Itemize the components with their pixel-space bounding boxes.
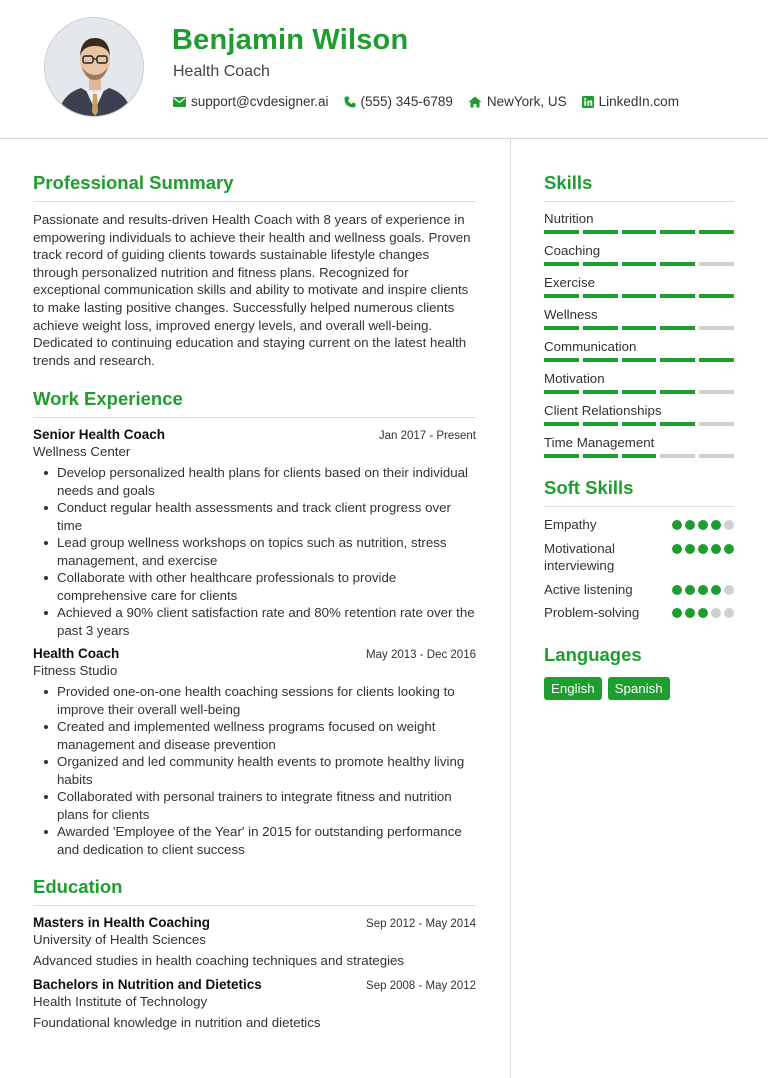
degree-title: Bachelors in Nutrition and Dietetics [33,977,262,993]
contact-bar [173,94,694,109]
linkedin-icon [582,96,594,108]
skill-level-segment [583,422,618,426]
email-icon [173,97,186,107]
resume-header [0,0,768,139]
skill-level-bar [544,262,734,266]
skill-level-segment [660,390,695,394]
education-description: Foundational knowledge in nutrition and dietetics [33,1015,321,1031]
skill-level-segment [544,358,579,362]
contact-linkedin[interactable] [582,94,679,109]
skill-level-segment [660,358,695,362]
skill-level-bar [544,422,734,426]
rating-dot [685,608,695,618]
sidebar-column [544,172,734,700]
soft-skill-rating [672,608,734,618]
skill-name: Client Relationships [544,403,662,418]
skill-level-segment [660,326,695,330]
skill-level-segment [622,230,657,234]
skill-level-segment [583,358,618,362]
rating-dot [685,520,695,530]
job-date: Jan 2017 - Present [378,430,476,443]
skill-level-bar [544,294,734,298]
skill-level-bar [544,230,734,234]
rating-dot [698,544,708,554]
skill-level-segment [544,262,579,266]
job-company: Wellness Center [33,444,131,460]
skill-level-segment [622,262,657,266]
column-divider [510,139,511,1078]
work-section [33,388,476,858]
skill-level-segment [583,262,618,266]
phone-text: (555) 345-6789 [360,94,453,109]
soft-skill-item [544,516,734,534]
job-bullet: Created and implemented wellness programs focused on weight management and disease prevention [33,718,476,753]
job-bullet: Provided one-on-one health coaching sessions for clients looking to improve their overall well-being [33,683,476,718]
job-bullet: Achieved a 90% client satisfaction rate and 80% retention rate over the past 3 years [33,604,476,639]
skill-level-segment [583,326,618,330]
email-text: support@cvdesigner.ai [191,94,329,109]
job-company: Fitness Studio [33,663,118,679]
rating-dot [711,585,721,595]
job-bullets [33,683,476,858]
summary-text: Passionate and results-driven Health Coach with 8 years of experience in empowering individuals to achieve their health and wellness goals. Proven track record of guiding clients towards sustainable lifestyle changes through personalized nutrition and fitness plans. Recognized for exceptional communication skills and ability to motivate and inspire clients to make lasting positive changes. Successfully helped numerous clients achieve weight loss, improved energy levels, and overall well-being. Dedicated to continuing education and staying current on the latest health trends and research. [33,212,471,368]
skill-level-segment [583,390,618,394]
rating-dot [724,585,734,595]
skill-level-segment [544,294,579,298]
skill-item [544,371,734,394]
profile-photo [44,17,144,117]
skills-section [544,172,734,458]
candidate-role: Health Coach [173,63,270,80]
skill-level-segment [622,294,657,298]
skill-level-segment [660,422,695,426]
job-header [33,646,476,661]
skill-level-bar [544,390,734,394]
education-date: Sep 2012 - May 2014 [366,918,476,931]
skill-level-segment [544,390,579,394]
skill-level-segment [622,454,657,458]
soft-skill-name: Active listening [544,581,633,597]
soft-skill-list [544,516,734,622]
rating-dot [724,608,734,618]
skill-level-segment [544,422,579,426]
job-title: Health Coach [33,646,120,662]
rating-dot [672,544,682,554]
skill-item [544,275,734,298]
contact-email[interactable] [173,94,329,109]
rating-dot [724,544,734,554]
job-bullet: Collaborated with personal trainers to integrate fitness and nutrition plans for clients [33,788,476,823]
job-bullet: Organized and led community health events to promote healthy living habits [33,753,476,788]
skill-item [544,307,734,330]
skill-list [544,211,734,458]
soft-skill-name: Motivational interviewing [544,540,615,573]
education-title: Education [33,876,476,906]
rating-dot [685,544,695,554]
skill-level-segment [699,326,734,330]
soft-skill-rating [672,520,734,530]
skill-level-segment [622,422,657,426]
job-list [33,427,476,858]
job-bullet: Collaborate with other healthcare professionals to provide comprehensive care for clients [33,569,476,604]
location-text: NewYork, US [486,94,567,109]
skill-level-bar [544,326,734,330]
rating-dot [711,520,721,530]
skill-name: Exercise [544,275,595,290]
skill-level-bar [544,358,734,362]
skill-level-bar [544,454,734,458]
education-section [33,876,476,1030]
skill-name: Coaching [544,243,601,258]
skill-level-segment [660,294,695,298]
job-bullet: Develop personalized health plans for clients based on their individual needs and goals [33,464,476,499]
soft-skill-item [544,604,734,622]
skill-level-segment [660,230,695,234]
skill-name: Communication [544,339,637,354]
skill-item [544,211,734,234]
rating-dot [711,608,721,618]
rating-dot [672,520,682,530]
job-bullets [33,464,476,639]
linkedin-text: LinkedIn.com [598,94,679,109]
rating-dot [685,585,695,595]
main-column [33,172,476,1030]
skill-item [544,243,734,266]
soft-skill-item [544,540,734,575]
rating-dot [672,608,682,618]
education-header [33,977,476,992]
skills-title: Skills [544,172,734,202]
language-tags [544,677,734,700]
degree-title: Masters in Health Coaching [33,915,211,931]
job-entry [33,646,476,858]
work-title: Work Experience [33,388,476,418]
rating-dot [698,585,708,595]
job-header [33,427,476,442]
soft-skill-item [544,581,734,599]
soft-skills-section [544,477,734,622]
skill-level-segment [583,230,618,234]
school-name: University of Health Sciences [33,932,206,948]
home-icon [468,96,482,108]
phone-icon [344,96,356,108]
languages-section [544,644,734,700]
soft-skill-name: Empathy [544,517,597,532]
education-entry [33,977,476,1030]
education-date: Sep 2008 - May 2012 [366,980,476,993]
education-description: Advanced studies in health coaching techniques and strategies [33,953,405,969]
education-header [33,915,476,930]
skill-level-segment [583,454,618,458]
skill-level-segment [583,294,618,298]
skill-name: Wellness [544,307,598,322]
education-list [33,915,476,1030]
skill-level-segment [699,230,734,234]
skill-level-segment [544,230,579,234]
contact-location [468,94,567,109]
rating-dot [672,585,682,595]
soft-skill-rating [672,544,734,554]
skill-level-segment [699,454,734,458]
skill-level-segment [660,262,695,266]
job-bullet: Lead group wellness workshops on topics such as nutrition, stress management, and exercise [33,534,476,569]
soft-skills-title: Soft Skills [544,477,734,507]
skill-level-segment [544,326,579,330]
skill-name: Time Management [544,435,655,450]
languages-title: Languages [544,643,642,665]
soft-skill-name: Problem-solving [544,605,640,620]
rating-dot [711,544,721,554]
skill-level-segment [544,454,579,458]
education-entry [33,915,476,968]
job-date: May 2013 - Dec 2016 [366,649,476,662]
skill-level-segment [699,422,734,426]
summary-title: Professional Summary [33,172,476,202]
candidate-name: Benjamin Wilson [172,24,409,56]
skill-level-segment [622,326,657,330]
rating-dot [724,520,734,530]
job-title: Senior Health Coach [33,427,166,443]
job-bullet: Awarded 'Employee of the Year' in 2015 for outstanding performance and dedication to client success [33,823,476,858]
language-tag: Spanish [608,677,670,700]
skill-level-segment [660,454,695,458]
skill-level-segment [622,390,657,394]
job-entry [33,427,476,639]
language-tag: English [544,677,602,700]
skill-item [544,403,734,426]
skill-name: Nutrition [544,211,594,226]
skill-level-segment [699,294,734,298]
skill-item [544,435,734,458]
soft-skill-rating [672,585,734,595]
rating-dot [698,520,708,530]
school-name: Health Institute of Technology [33,994,208,1010]
job-bullet: Conduct regular health assessments and track client progress over time [33,499,476,534]
rating-dot [698,608,708,618]
summary-section [33,172,476,369]
skill-level-segment [699,262,734,266]
skill-level-segment [699,390,734,394]
skill-level-segment [699,358,734,362]
skill-item [544,339,734,362]
skill-name: Motivation [544,371,605,386]
skill-level-segment [622,358,657,362]
contact-phone[interactable] [344,94,453,109]
